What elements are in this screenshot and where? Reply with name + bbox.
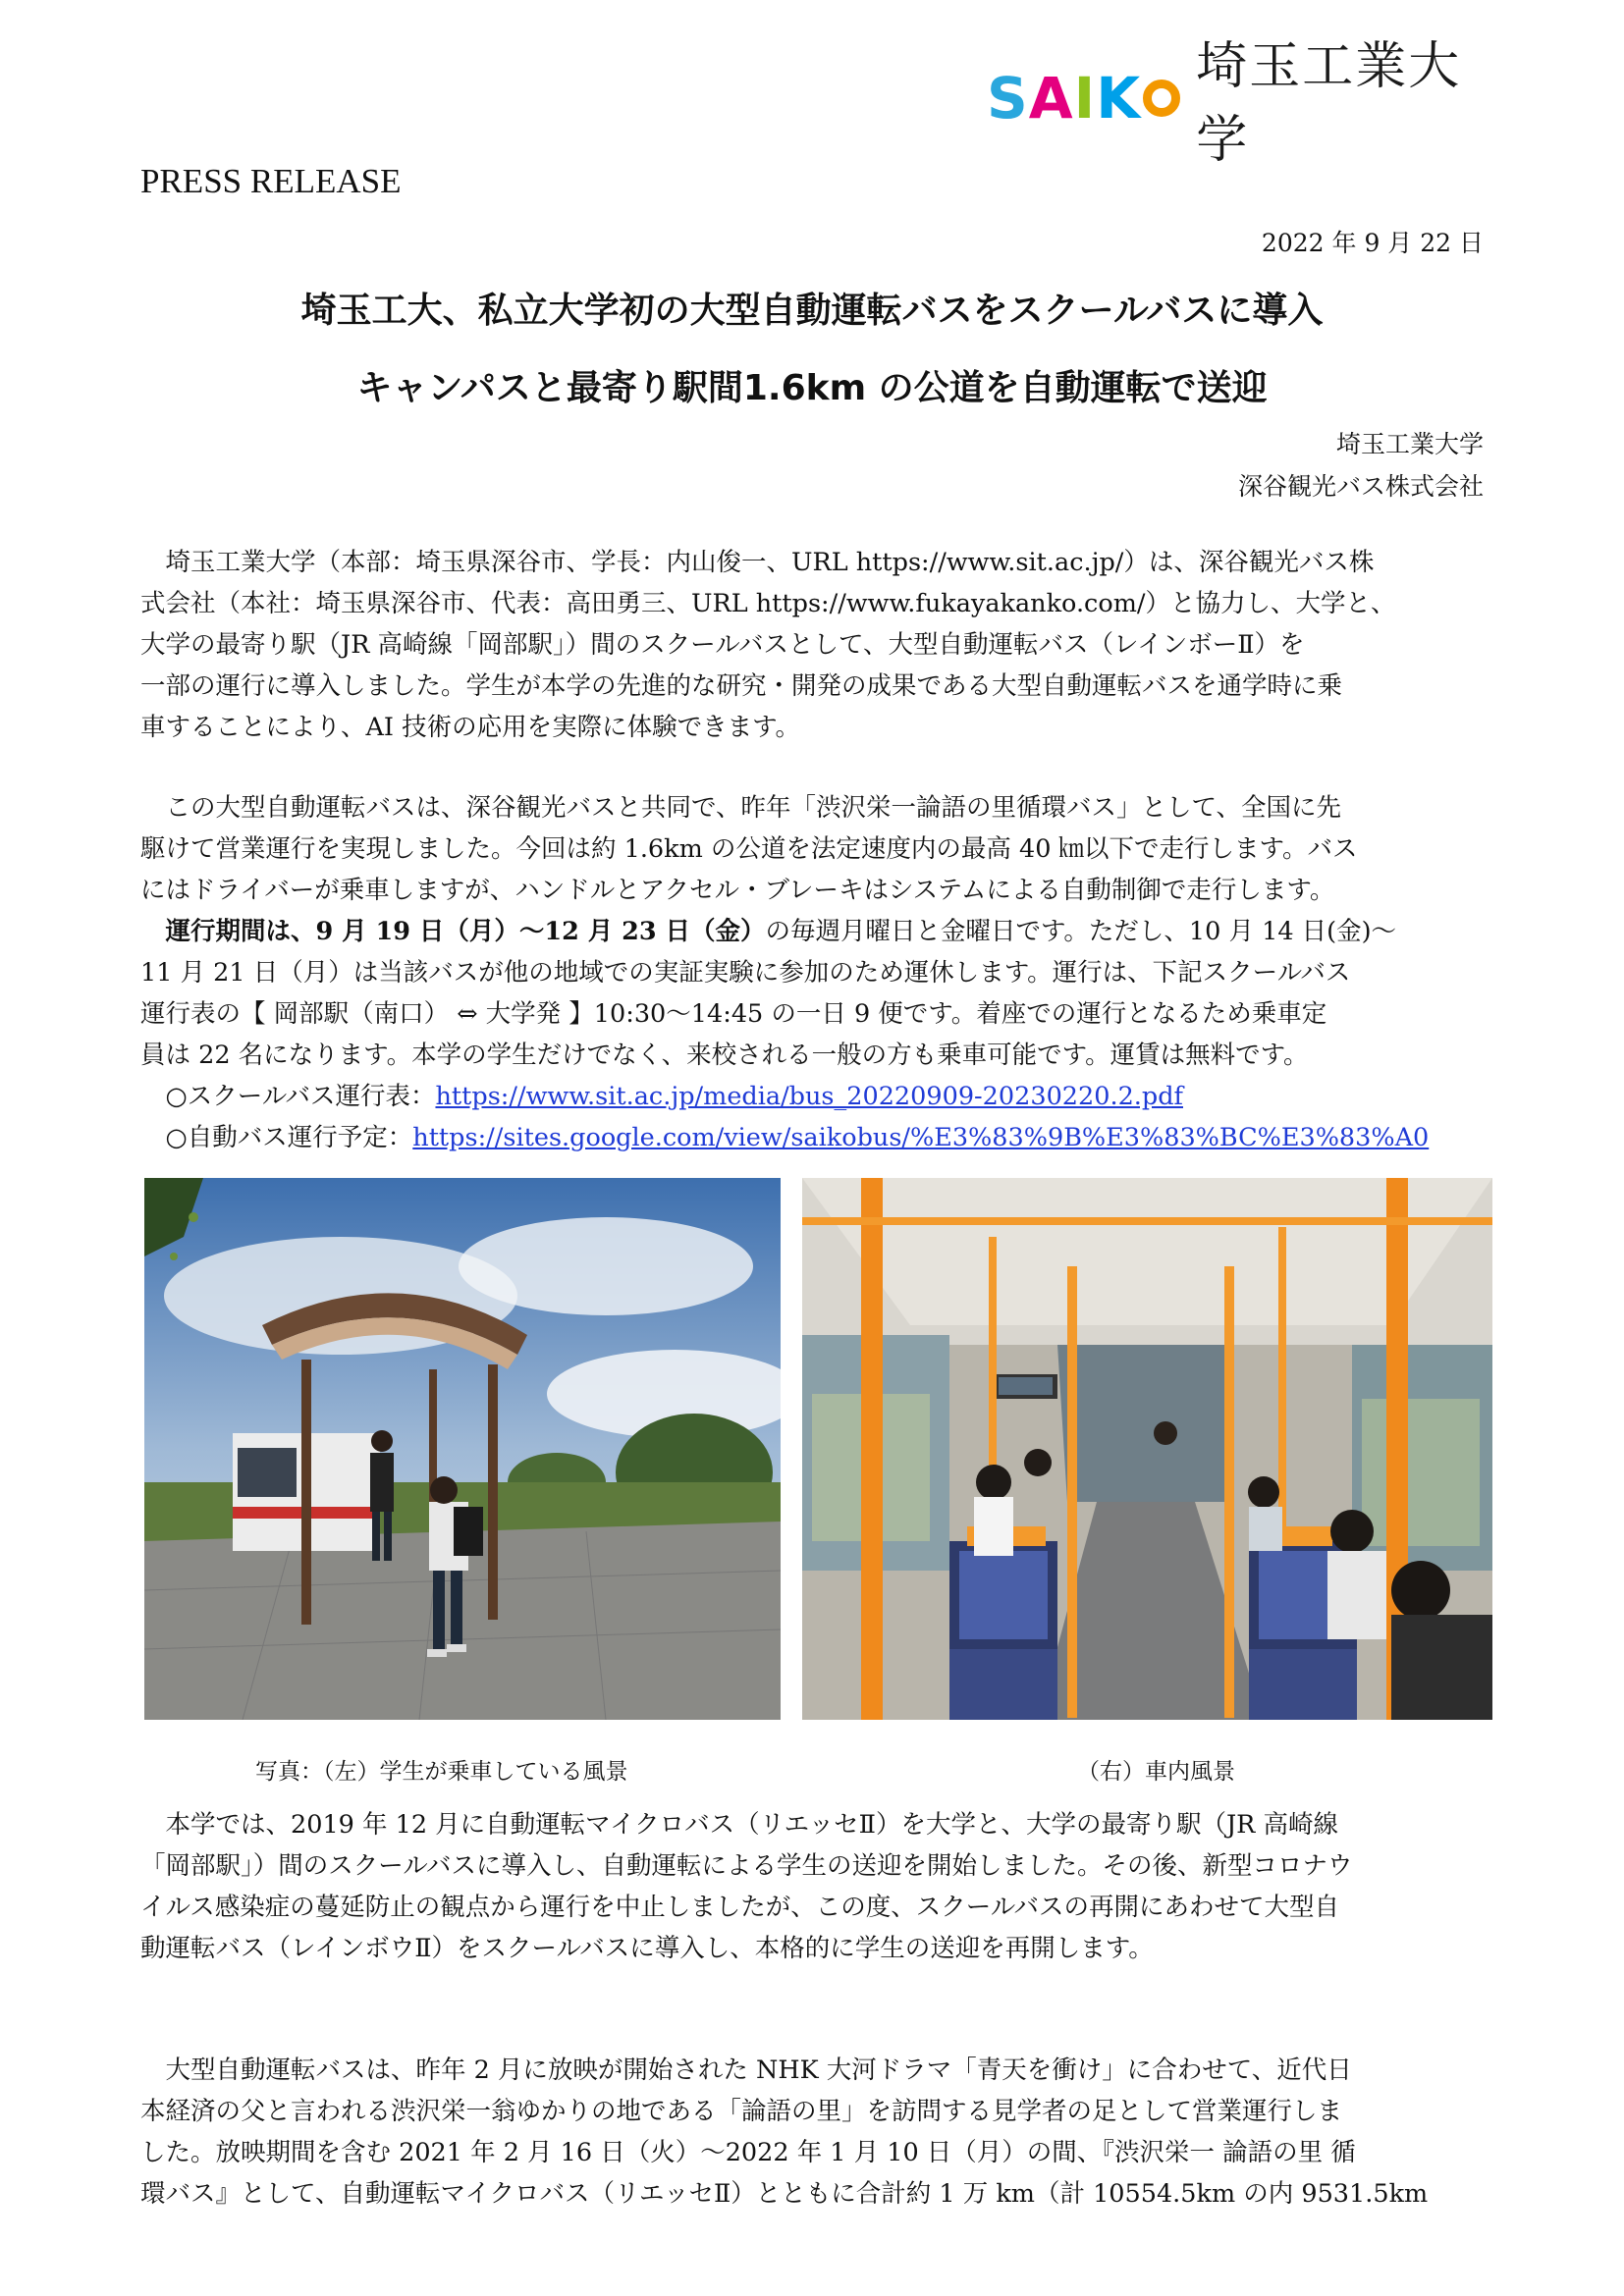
timetable-link-line [140,1076,1495,1117]
operation-period-bold: 運行期間は、9 月 19 日（月）～12 月 23 日（金） [140,917,766,946]
paragraph-background [140,2050,1495,2215]
text-line: した。放映期間を含む 2021 年 2 月 16 日（火）～2022 年 1 月 10 日（月）の間、『渋沢栄一 論語の里 循 [140,2138,1356,2167]
text-line: 大学の最寄り駅（JR 高崎線「岡部駅」）間のスクールバスとして、大型自動運転バス（レインボーⅡ）を [140,630,1305,660]
logo-letter-k: K [1096,65,1142,132]
text-line: 一部の運行に導入しました。学生が本学の先進的な研究・開発の成果である大型自動運転バスを通学時に乗 [140,671,1343,701]
schedule-link-line [140,1117,1495,1158]
issuer-bus-company: 深谷観光バス株式会社 [1237,472,1484,501]
text-line: にはドライバーが乗車しますが、ハンドルとアクセル・ブレーキはシステムによる自動制御で走行します。 [140,876,1335,905]
text-line: 環バス』として、自動運転マイクロバス（リエッセⅡ）とともに合計約 1 万 km（計 10554.5km の内 9531.5km [140,2179,1429,2209]
text-line: 11 月 21 日（月）は当該バスが他の地域での実証実験に参加のため運休します。運行は、下記スクールバス [140,958,1351,988]
text-line: イルス感染症の蔓延防止の観点から運行を中止しましたが、この度、スクールバスの再開にあわせて大型自 [140,1893,1339,1922]
text-line: 本学では、2019 年 12 月に自動運転マイクロバス（リエッセⅡ）を大学と、大学の最寄り駅（JR 高崎線 [140,1810,1338,1840]
text-line: 本経済の父と言われる渋沢栄一翁ゆかりの地である「論語の里」を訪問する見学者の足として営業運行しま [140,2097,1343,2126]
text-line: 「岡部駅」）間のスクールバスに導入し、自動運転による学生の送迎を開始しました。その後、新型コロナウ [140,1851,1353,1881]
photo-caption-left: 写真：（左）学生が乗車している風景 [255,1759,628,1785]
logo-letter-a: A [1028,65,1074,132]
paragraph-history [140,1804,1495,1969]
photo-bus-interior [802,1178,1492,1720]
text-line: 埼玉工業大学（本部：埼玉県深谷市、学長：内山俊一、URL https://www.sit.ac.jp/）は、深谷観光バス株 [140,548,1375,577]
text-line: 員は 22 名になります。本学の学生だけでなく、来校される一般の方も乗車可能です。運賃は無料です。 [140,1041,1309,1070]
paragraph-intro [140,542,1495,748]
logo-ring-o [1143,80,1180,117]
text-line: 大型自動運転バスは、昨年 2 月に放映が開始された NHK 大河ドラマ「青天を衝け」に合わせて、近代日 [140,2056,1352,2085]
timetable-link-label: ○スクールバス運行表： [140,1082,436,1111]
logo-text: 埼玉工業大学 [1196,37,1462,170]
headline: 埼玉工大、私立大学初の大型自動運転バスをスクールバスに導入 [300,291,1324,331]
text-line: 式会社（本社：埼玉県深谷市、代表：高田勇三、URL https://www.fukayakanko.com/）と協力し、大学と、 [140,589,1396,618]
text-line: 駆けて営業運行を実現しました。今回は約 1.6km の公道を法定速度内の最高 40 ㎞以下で走行します。バス [140,834,1358,864]
text-line [140,911,1495,952]
text-line: 運行表の【 岡部駅（南口） ⇔ 大学発 】10:30～14:45 の一日 9 便です。着座での運行となるため乗車定 [140,999,1327,1029]
university-logo [987,37,1497,170]
text-line: 動運転バス（レインボウⅡ）をスクールバスに導入し、本格的に学生の送迎を再開します。 [140,1934,1154,1963]
text-line: 車することにより、AI 技術の応用を実際に体験できます。 [140,713,801,742]
operation-days: の毎週月曜日と金曜日です。ただし、10 月 14 日(金)～ [765,917,1397,946]
saiko-logo-mark [987,65,1182,132]
paragraph-operation [140,787,1495,1158]
photo-students-boarding [144,1178,781,1720]
schedule-link[interactable]: https://sites.google.com/view/saikobus/%E3%83%9B%E3%83%BC%E3%83%A0 [412,1123,1430,1152]
issuer-university: 埼玉工業大学 [1335,430,1484,458]
text-line: この大型自動運転バスは、深谷観光バスと共同で、昨年「渋沢栄一論語の里循環バス」として、全国に先 [140,793,1341,823]
timetable-link[interactable]: https://www.sit.ac.jp/media/bus_20220909-20230220.2.pdf [435,1082,1183,1111]
schedule-link-label: ○自動バス運行予定： [140,1123,413,1152]
photo-caption-right: （右）車内風景 [1077,1759,1235,1785]
subheadline: キャンパスと最寄り駅間1.6km の公道を自動運転で送迎 [356,368,1268,408]
logo-letter-i: I [1073,65,1097,132]
logo-letter-s: S [987,65,1029,132]
press-release-heading: PRESS RELEASE [140,162,402,200]
release-date: 2022 年 9 月 22 日 [1261,229,1484,257]
